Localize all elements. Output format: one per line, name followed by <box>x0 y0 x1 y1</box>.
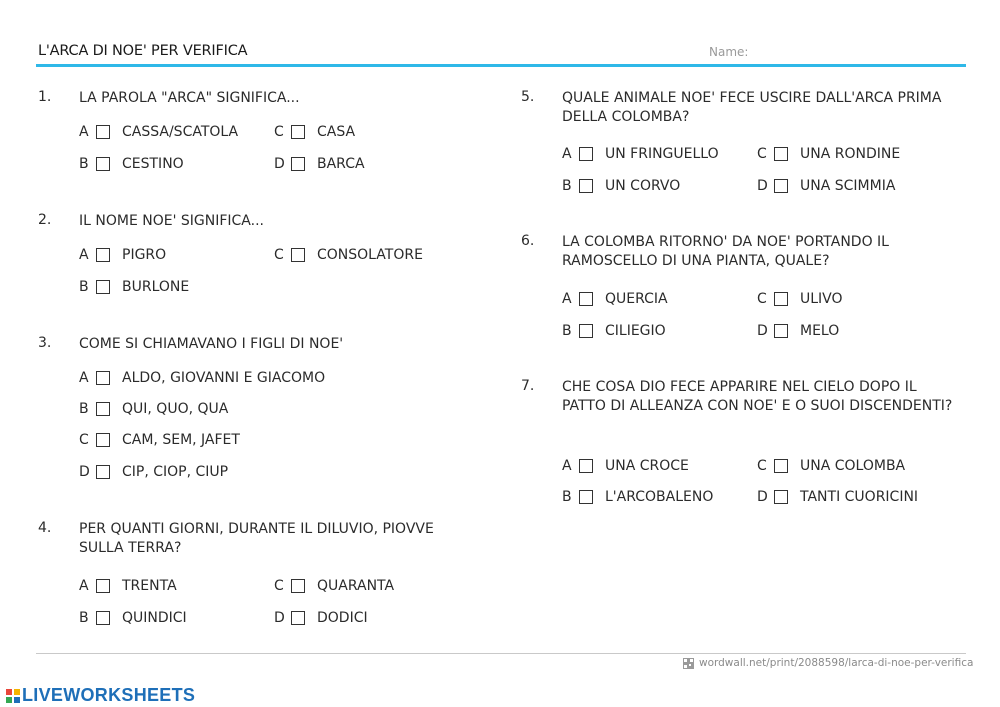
option-text: TANTI CUORICINI <box>800 489 919 505</box>
option-b[interactable] <box>562 178 680 194</box>
answer-checkbox[interactable] <box>291 157 305 171</box>
answer-checkbox[interactable] <box>579 292 593 306</box>
qr-code-icon <box>683 658 694 669</box>
option-letter: C <box>757 458 767 474</box>
option-text: ULIVO <box>800 291 843 307</box>
option-text: CAM, SEM, JAFET <box>122 432 240 448</box>
question-number: 6. <box>521 233 535 249</box>
question-number: 5. <box>521 89 535 105</box>
option-d[interactable] <box>757 323 839 339</box>
answer-checkbox[interactable] <box>774 147 788 161</box>
option-letter: D <box>757 323 768 339</box>
option-text: UN CORVO <box>605 178 681 194</box>
option-a[interactable] <box>562 458 689 474</box>
option-letter: A <box>79 578 89 594</box>
option-text: CIP, CIOP, CIUP <box>122 464 229 480</box>
question-number: 2. <box>38 212 52 228</box>
answer-checkbox[interactable] <box>291 579 305 593</box>
option-letter: C <box>274 124 284 140</box>
footer-url[interactable] <box>683 657 973 669</box>
option-letter: B <box>79 610 89 626</box>
option-letter: D <box>757 178 768 194</box>
option-text: CASA <box>317 124 356 140</box>
option-letter: B <box>79 279 89 295</box>
option-a[interactable] <box>79 247 166 263</box>
option-text: UNA COLOMBA <box>800 458 906 474</box>
option-text: UN FRINGUELLO <box>605 146 719 162</box>
option-text: QUINDICI <box>122 610 187 626</box>
option-c[interactable] <box>757 291 843 307</box>
option-text: CILIEGIO <box>605 323 666 339</box>
option-text: TRENTA <box>122 578 177 594</box>
option-letter: B <box>562 323 572 339</box>
question-text: PER QUANTI GIORNI, DURANTE IL DILUVIO, PIOVVE SULLA TERRA? <box>79 521 434 556</box>
name-label: Name: <box>709 45 749 59</box>
option-letter: D <box>757 489 768 505</box>
option-text: BARCA <box>317 156 365 172</box>
liveworksheets-logo[interactable] <box>6 685 195 706</box>
option-text: UNA RONDINE <box>800 146 901 162</box>
option-a[interactable] <box>79 370 325 386</box>
option-letter: D <box>274 156 285 172</box>
answer-checkbox[interactable] <box>96 433 110 447</box>
answer-checkbox[interactable] <box>96 465 110 479</box>
liveworksheets-logo-icon <box>6 689 20 703</box>
question-text: IL NOME NOE' SIGNIFICA... <box>79 213 264 229</box>
option-text: PIGRO <box>122 247 167 263</box>
question-number: 7. <box>521 378 535 394</box>
option-d[interactable] <box>757 489 918 505</box>
option-d[interactable] <box>79 464 228 480</box>
answer-checkbox[interactable] <box>96 157 110 171</box>
option-letter: B <box>562 489 572 505</box>
question-number: 4. <box>38 520 52 536</box>
answer-checkbox[interactable] <box>291 248 305 262</box>
option-text: CASSA/SCATOLA <box>122 124 239 140</box>
answer-checkbox[interactable] <box>96 371 110 385</box>
question-text: CHE COSA DIO FECE APPARIRE NEL CIELO DOPO IL PATTO DI ALLEANZA CON NOE' E O SUOI DISCENDENTI? <box>562 379 953 414</box>
option-text: ALDO, GIOVANNI E GIACOMO <box>122 370 326 386</box>
option-b[interactable] <box>79 279 189 295</box>
option-letter: B <box>79 401 89 417</box>
option-text: L'ARCOBALENO <box>605 489 714 505</box>
answer-checkbox[interactable] <box>96 402 110 416</box>
answer-checkbox[interactable] <box>579 459 593 473</box>
brand-name: LIVEWORKSHEETS <box>22 685 196 705</box>
option-text: DODICI <box>317 610 368 626</box>
answer-checkbox[interactable] <box>291 611 305 625</box>
question-text: QUALE ANIMALE NOE' FECE USCIRE DALL'ARCA PRIMA DELLA COLOMBA? <box>562 90 942 125</box>
header-divider <box>36 64 966 67</box>
answer-checkbox[interactable] <box>96 611 110 625</box>
option-c[interactable] <box>757 458 905 474</box>
option-text: UNA SCIMMIA <box>800 178 896 194</box>
worksheet-title: L'ARCA DI NOE' PER VERIFICA <box>38 43 248 59</box>
option-b[interactable] <box>562 489 713 505</box>
option-text: BURLONE <box>122 279 190 295</box>
option-letter: A <box>562 146 572 162</box>
option-letter: D <box>79 464 90 480</box>
option-letter: A <box>79 124 89 140</box>
option-letter: C <box>79 432 89 448</box>
question-text: COME SI CHIAMAVANO I FIGLI DI NOE' <box>79 336 344 352</box>
option-letter: B <box>562 178 572 194</box>
option-a[interactable] <box>79 578 177 594</box>
option-d[interactable] <box>757 178 895 194</box>
option-letter: C <box>757 291 767 307</box>
option-text: UNA CROCE <box>605 458 689 474</box>
answer-checkbox[interactable] <box>774 179 788 193</box>
answer-checkbox[interactable] <box>774 490 788 504</box>
option-letter: A <box>562 291 572 307</box>
option-c[interactable] <box>274 247 423 263</box>
option-letter: C <box>274 578 284 594</box>
option-letter: A <box>562 458 572 474</box>
option-text: QUERCIA <box>605 291 668 307</box>
answer-checkbox[interactable] <box>579 324 593 338</box>
option-d[interactable] <box>274 156 365 172</box>
option-c[interactable] <box>79 432 240 448</box>
answer-checkbox[interactable] <box>579 179 593 193</box>
option-c[interactable] <box>757 146 900 162</box>
option-d[interactable] <box>274 610 368 626</box>
option-c[interactable] <box>274 124 355 140</box>
option-letter: A <box>79 247 89 263</box>
option-c[interactable] <box>274 578 394 594</box>
option-letter: C <box>757 146 767 162</box>
question-text: LA COLOMBA RITORNO' DA NOE' PORTANDO IL RAMOSCELLO DI UNA PIANTA, QUALE? <box>562 234 889 269</box>
answer-checkbox[interactable] <box>96 280 110 294</box>
option-text: CONSOLATORE <box>317 247 423 263</box>
answer-checkbox[interactable] <box>579 147 593 161</box>
footer-url-text: wordwall.net/print/2088598/larca-di-noe-per-verifica <box>699 657 974 669</box>
option-letter: A <box>79 370 89 386</box>
option-text: MELO <box>800 323 840 339</box>
option-b[interactable] <box>79 156 184 172</box>
answer-checkbox[interactable] <box>291 125 305 139</box>
question-text: LA PAROLA "ARCA" SIGNIFICA... <box>79 90 300 106</box>
answer-checkbox[interactable] <box>774 459 788 473</box>
answer-checkbox[interactable] <box>774 324 788 338</box>
answer-checkbox[interactable] <box>96 248 110 262</box>
footer-divider <box>36 653 966 654</box>
option-letter: D <box>274 610 285 626</box>
question-number: 1. <box>38 89 52 105</box>
answer-checkbox[interactable] <box>774 292 788 306</box>
answer-checkbox[interactable] <box>579 490 593 504</box>
option-b[interactable] <box>79 401 228 417</box>
option-a[interactable] <box>79 124 238 140</box>
option-a[interactable] <box>562 146 719 162</box>
option-letter: B <box>79 156 89 172</box>
answer-checkbox[interactable] <box>96 579 110 593</box>
option-a[interactable] <box>562 291 668 307</box>
answer-checkbox[interactable] <box>96 125 110 139</box>
option-text: QUARANTA <box>317 578 395 594</box>
option-text: QUI, QUO, QUA <box>122 401 229 417</box>
option-letter: C <box>274 247 284 263</box>
question-number: 3. <box>38 335 52 351</box>
option-text: CESTINO <box>122 156 184 172</box>
option-b[interactable] <box>79 610 187 626</box>
option-b[interactable] <box>562 323 666 339</box>
